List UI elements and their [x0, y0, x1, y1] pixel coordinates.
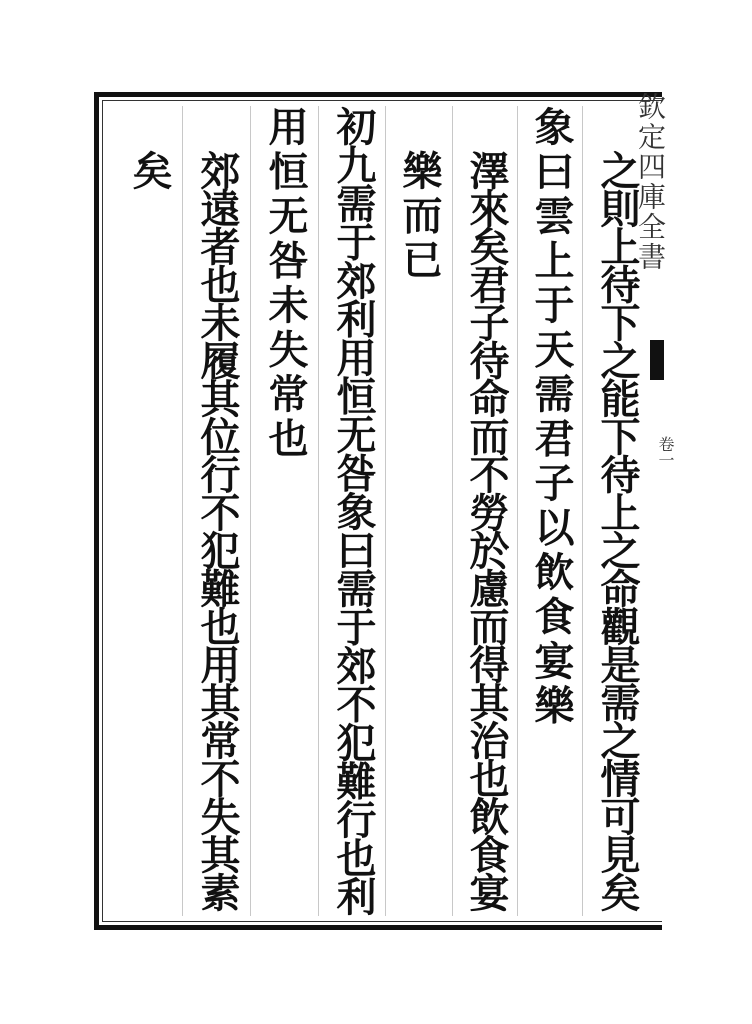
text-column-6: 用恒无咎未失常也 [262, 106, 309, 462]
text-column-5: 初九需于郊利用恒无咎象曰需于郊不犯難行也利 [330, 106, 377, 915]
text-column-4: 樂而已 [396, 150, 443, 284]
text-column-8: 矣 [126, 150, 173, 195]
margin-juan-label: 卷一 [656, 436, 675, 468]
column-rule [182, 106, 183, 916]
fish-tail-mark [650, 340, 664, 380]
column-rule [452, 106, 453, 916]
page-frame-inner [102, 100, 662, 922]
text-column-3: 澤來矣君子待命而不勞於慮而得其治也飲食宴 [463, 150, 510, 910]
text-column-7: 郊遠者也未履其位行不犯難也用其常不失其素 [194, 150, 241, 910]
column-rule [250, 106, 251, 916]
column-rule [385, 106, 386, 916]
column-rule [582, 106, 583, 916]
column-rule [517, 106, 518, 916]
margin-book-title: 欽定四庫全書 [634, 92, 667, 272]
text-column-1: 之則上待下之能下待上之命觀是需之情可見矣 [594, 150, 641, 910]
column-rule [318, 106, 319, 916]
text-column-2: 象曰雲上于天需君子以飲食宴樂 [528, 106, 575, 729]
